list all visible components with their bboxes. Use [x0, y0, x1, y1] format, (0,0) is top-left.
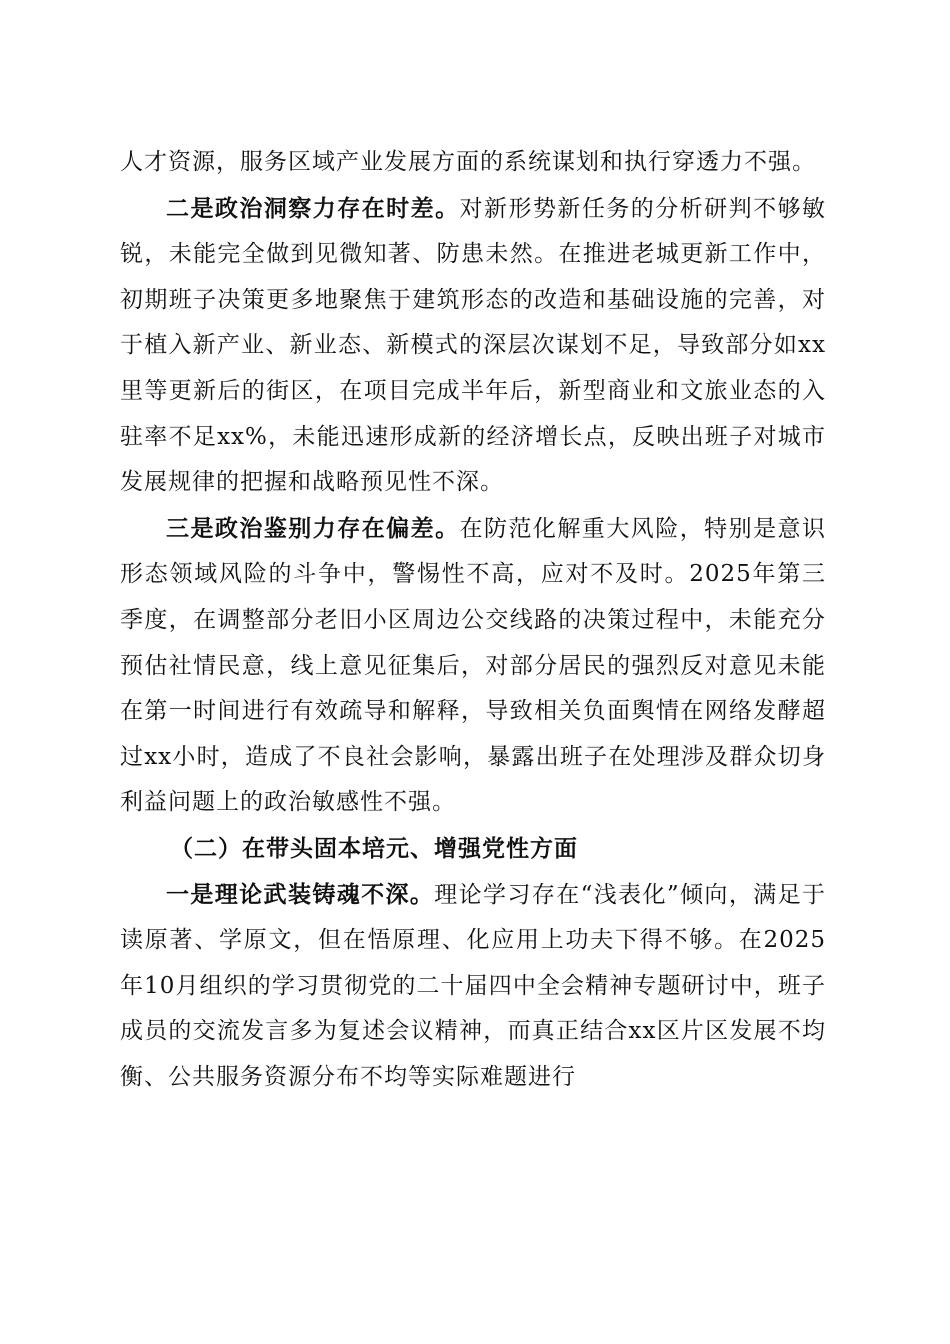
paragraph-lead: 三是政治鉴别力存在偏差。 — [166, 514, 460, 542]
paragraph-lead: 一是理论武装铸魂不深。 — [166, 880, 435, 908]
document-body — [120, 140, 826, 1100]
paragraph-continued — [120, 140, 826, 186]
paragraph-lead: 二是政治洞察力存在时差。 — [166, 194, 460, 222]
paragraph-political-discernment — [120, 506, 826, 826]
paragraph-text: 人才资源，服务区域产业发展方面的系统谋划和执行穿透力不强。 — [120, 149, 816, 175]
paragraph-text: 理论学习存在“浅表化”倾向，满足于读原著、学原文，但在悟原理、化应用上功夫下得不够。在2025年10月组织的学习贯彻党的二十届四中全会精神专题研讨中，班子成员的交流发言多为复述会议精神，而真正结合xx区片区发展不均衡、公共服务资源分布不均等实际难题进行 — [120, 881, 826, 1090]
paragraph-text: 在防范化解重大风险，特别是意识形态领域风险的斗争中，警惕性不高，应对不及时。2025年第三季度，在调整部分老旧小区周边公交线路的决策过程中，未能充分预估社情民意，线上意见征集后，对部分居民的强烈反对意见未能在第一时间进行有效疏导和解释，导致相关负面舆情在网络发酵超过xx小时，造成了不良社会影响，暴露出班子在处理涉及群众切身利益问题上的政治敏感性不强。 — [120, 515, 827, 816]
section-heading: （二）在带头固本培元、增强党性方面 — [170, 834, 578, 862]
paragraph-text: 对新形势新任务的分析研判不够敏锐，未能完全做到见微知著、防患未然。在推进老城更新工作中，初期班子决策更多地聚焦于建筑形态的改造和基础设施的完善，对于植入新产业、新业态、新模式的深层次谋划不足，导致部分如xx里等更新后的街区，在项目完成半年后，新型商业和文旅业态的入驻率不足xx%，未能迅速形成新的经济增长点，反映出班子对城市发展规律的把握和战略预见性不深。 — [120, 195, 827, 496]
paragraph-political-insight — [120, 186, 826, 506]
paragraph-theory-study — [120, 872, 826, 1101]
